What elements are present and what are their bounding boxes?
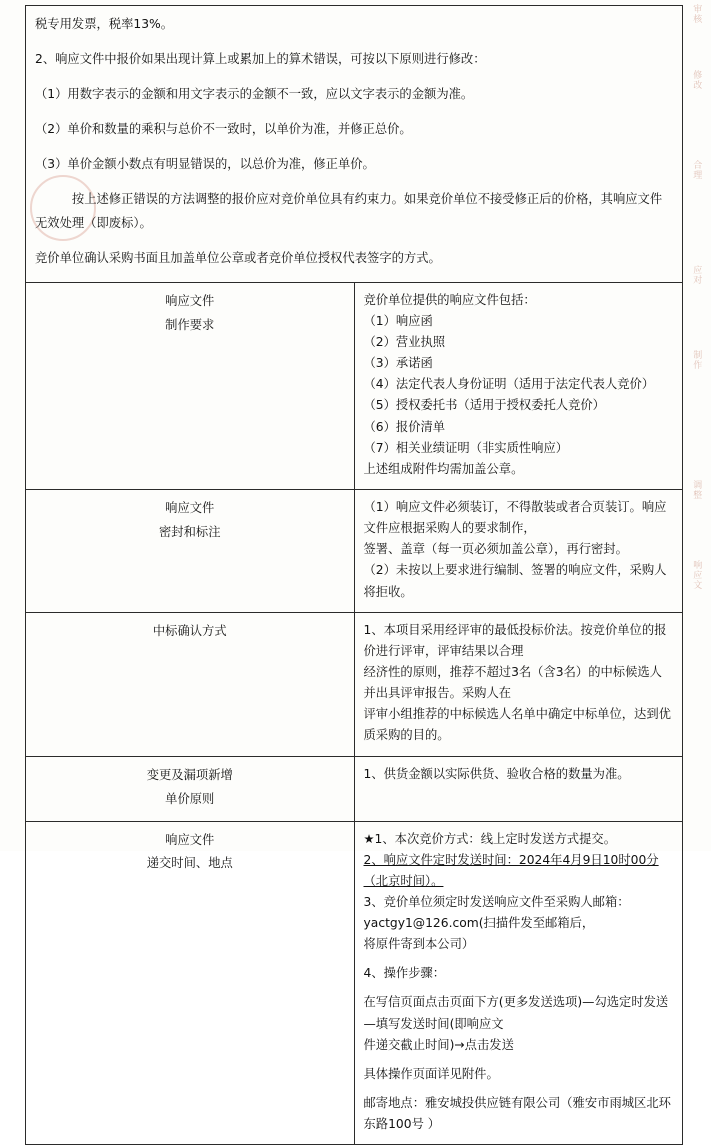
row-content-submission-time-place <box>354 821 683 1145</box>
content-line: （1）响应文件必须装订，不得散装或者合页装订。响应文件应根据采购人的要求制作， <box>363 500 667 536</box>
label-line: 响应文件 <box>165 832 215 847</box>
label-line: 密封和标注 <box>159 524 221 539</box>
content-line: 具体操作页面详见附件。 <box>363 1066 499 1081</box>
table-row <box>26 756 683 821</box>
content-line: 经济性的原则，推荐不超过3名（含3名）的中标候选人并出具评审报告。采购人在 <box>363 665 662 701</box>
label-line: 递交时间、地点 <box>146 856 233 871</box>
content-line: 竞价单位提供的响应文件包括： <box>363 292 536 307</box>
label-line: 制作要求 <box>165 317 215 332</box>
table-row <box>26 282 683 489</box>
content-line: 1、供货金额以实际供货、验收合格的数量为准。 <box>363 766 630 781</box>
content-line: （5）授权委托书（适用于授权委托人竞价） <box>363 398 605 413</box>
margin-note: 审核 <box>691 4 702 24</box>
label-line: 响应文件 <box>165 293 215 308</box>
row-label-award-confirmation <box>26 612 355 756</box>
content-line: 4、操作步骤： <box>363 966 446 981</box>
row-label-submission-time-place <box>26 821 355 1145</box>
content-line: 上述组成附件均需加盖公章。 <box>363 461 524 476</box>
content-line: 件递交截止时间)→点击发送 <box>363 1037 514 1052</box>
table-row-intro <box>26 6 683 283</box>
label-line: 响应文件 <box>165 501 215 516</box>
intro-paragraph: （2）单价和数量的乘积与总价不一致时，以单价为准，并修正总价。 <box>35 121 412 136</box>
margin-note: 制作 <box>691 350 702 370</box>
requirements-table <box>25 5 683 1145</box>
intro-cell <box>26 6 683 283</box>
label-line: 变更及漏项新增 <box>146 767 233 782</box>
intro-paragraph: 竞价单位确认采购书面且加盖单位公章或者竞价单位授权代表签字的方式。 <box>35 250 441 265</box>
content-line: （2）未按以上要求进行编制、签署的响应文件，采购人将拒收。 <box>363 563 667 599</box>
intro-paragraph: （3）单价金额小数点有明显错误的，以总价为准，修正单价。 <box>35 156 375 171</box>
content-line: 将原件寄到本公司） <box>363 937 475 952</box>
content-line: （2）营业执照 <box>363 335 446 350</box>
table-row <box>26 821 683 1145</box>
content-line: （3）承诺函 <box>363 356 433 371</box>
content-line: 3、竞价单位须定时发送响应文件至采购人邮箱：yactgy1@126.com(扫描件发至邮箱后， <box>363 894 630 931</box>
content-line: 在写信页面点击页面下方(更多发送选项)—勾选定时发送—填写发送时间(即响应文 <box>363 995 669 1031</box>
row-label-change-and-addition <box>26 756 355 821</box>
content-line: （1）响应函 <box>363 313 433 328</box>
content-line: 评审小组推荐的中标候选人名单中确定中标单位，达到优质采购的目的。 <box>363 707 671 743</box>
content-line: 邮寄地点：雅安城投供应链有限公司（雅安市雨城区北环东路100号 ） <box>363 1096 671 1132</box>
content-line: 1、本项目采用经评审的最低投标价法。按竞价单位的报价进行评审，评审结果以合理 <box>363 622 667 658</box>
table-row <box>26 612 683 756</box>
intro-paragraph: 按上述修正错误的方法调整的报价应对竞价单位具有约束力。如果竞价单位不接受修正后的价格，其响应文件无效处理（即废标）。 <box>35 191 663 230</box>
content-line: （7）相关业绩证明（非实质性响应） <box>363 440 569 455</box>
content-line: 2、响应文件定时发送时间：2024年4月9日10时00分（北京时间）。 <box>363 852 659 888</box>
row-label-sealing-and-marking <box>26 490 355 613</box>
margin-note: 合理 <box>691 160 702 180</box>
content-line: ★1、本次竞价方式：线上定时发送方式提交。 <box>363 831 616 846</box>
margin-note: 调整 <box>691 480 702 500</box>
row-content-change-and-addition <box>354 756 683 821</box>
row-content-sealing-and-marking <box>354 490 683 613</box>
table-row <box>26 490 683 613</box>
margin-note: 应对 <box>691 265 702 285</box>
label-line: 中标确认方式 <box>152 623 227 638</box>
content-line: （6）报价清单 <box>363 419 446 434</box>
intro-paragraph: （1）用数字表示的金额和用文字表示的金额不一致，应以文字表示的金额为准。 <box>35 86 474 101</box>
margin-note: 响应文 <box>691 560 702 590</box>
margin-note: 修改 <box>691 70 702 90</box>
content-line: （4）法定代表人身份证明（适用于法定代表人竞价） <box>363 377 655 392</box>
label-line: 单价原则 <box>165 791 215 806</box>
row-content-response-doc-preparation <box>354 282 683 489</box>
intro-paragraph: 税专用发票，税率13%。 <box>35 17 174 31</box>
row-label-response-doc-preparation <box>26 282 355 489</box>
intro-paragraph: 2、响应文件中报价如果出现计算上或累加上的算术错误，可按以下原则进行修改： <box>35 51 486 66</box>
row-content-award-confirmation <box>354 612 683 756</box>
content-line: 签署、盖章（每一页必须加盖公章），再行密封。 <box>363 542 628 557</box>
